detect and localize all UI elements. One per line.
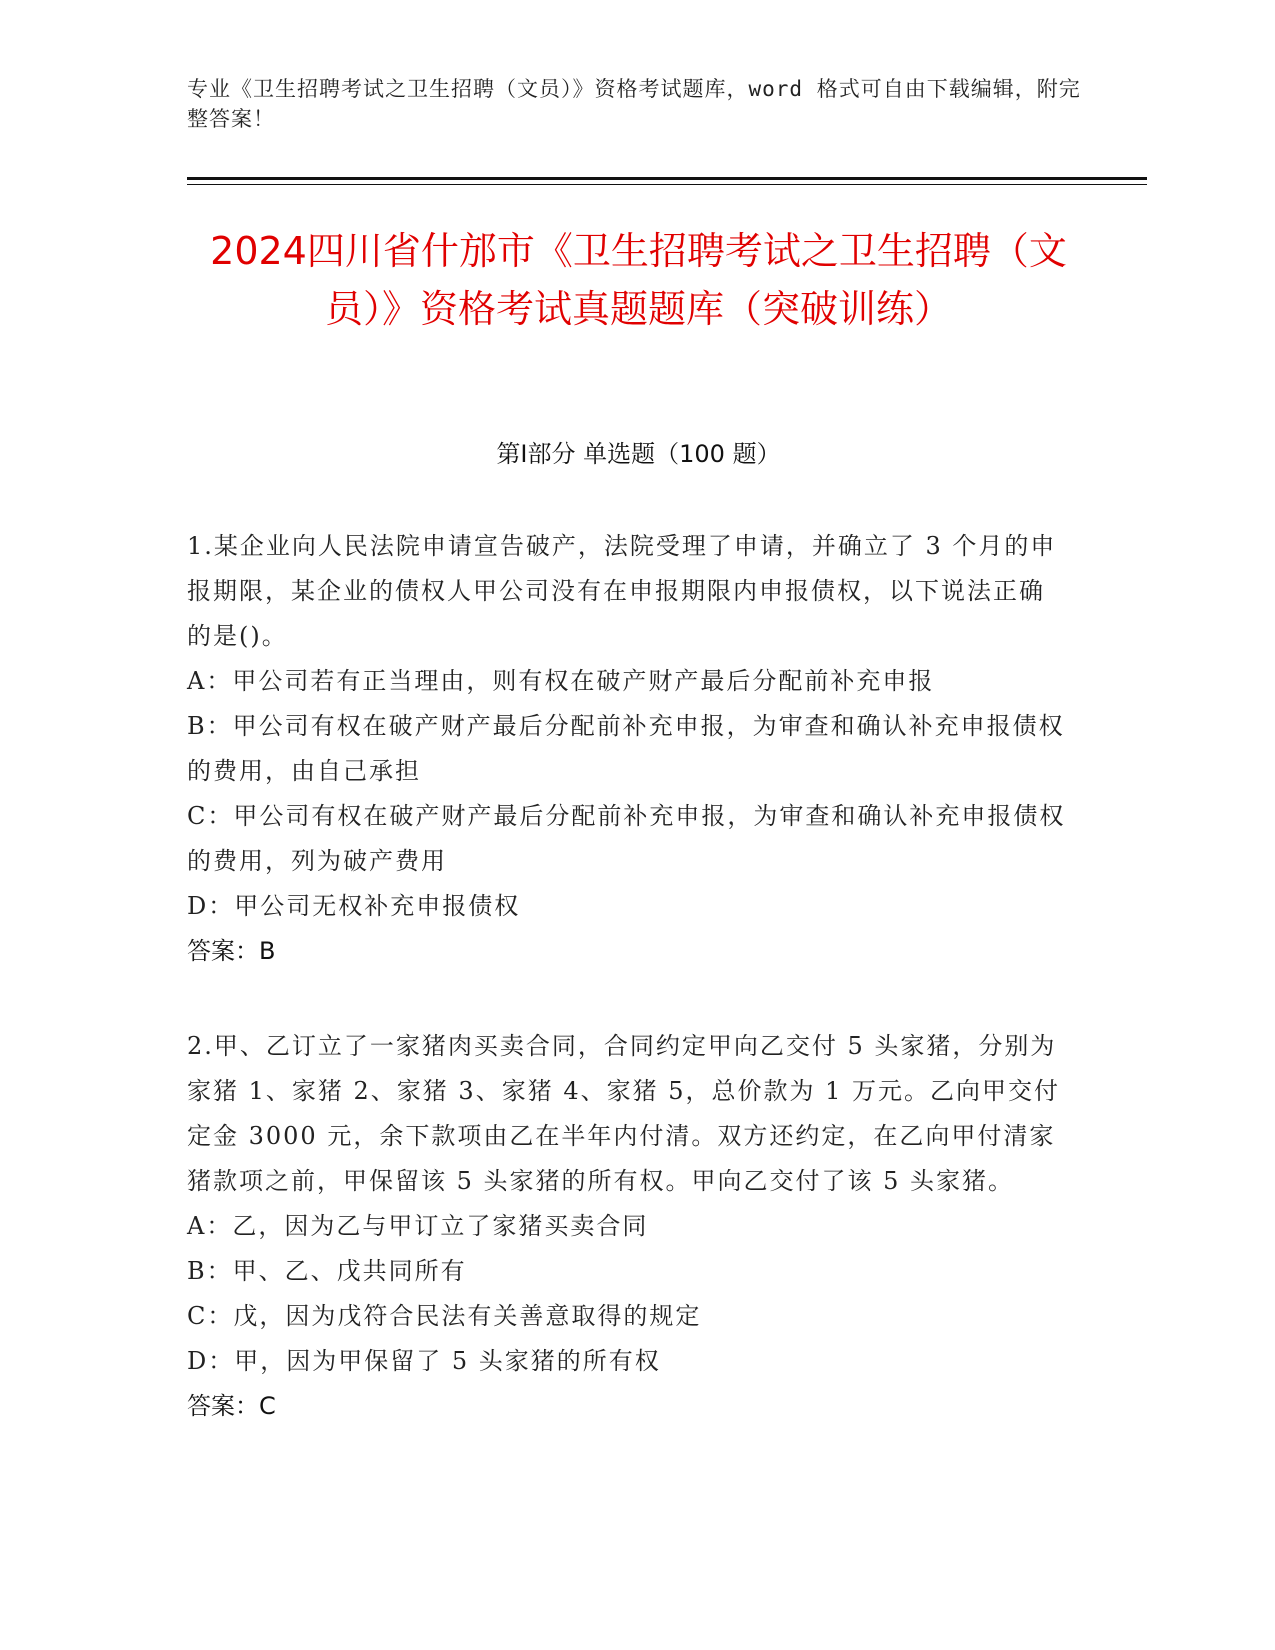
option-b: B：甲、乙、戊共同所有 <box>187 1257 467 1285</box>
option-c: C：甲公司有权在破产财产最后分配前补充申报，为审查和确认补充申报债权的费用，列为破产费用 <box>187 802 1066 875</box>
option-a: A：乙，因为乙与甲订立了家猪买卖合同 <box>187 1212 649 1240</box>
answer: 答案：C <box>187 1392 276 1420</box>
option-b: B：甲公司有权在破产财产最后分配前补充申报，为审查和确认补充申报债权的费用，由自己承担 <box>187 712 1065 785</box>
question-text: 2.甲、乙订立了一家猪肉买卖合同，合同约定甲向乙交付 5 头家猪，分别为家猪 1、家猪 2、家猪 3、家猪 4、家猪 5，总价款为 1 万元。乙向甲交付定金 3000 元，余下款项由乙在半年内付清。双方还约定，在乙向甲付清家猪款项之前，甲保留该 5 头家猪的所有权。甲向乙交付了该 5 头家猪。 <box>187 1032 1061 1195</box>
question-text: 1.某企业向人民法院申请宣告破产，法院受理了申请，并确立了 3 个月的申报期限，某企业的债权人甲公司没有在申报期限内申报债权，以下说法正确的是()。 <box>187 532 1057 650</box>
header-divider-thick <box>187 177 1147 180</box>
document-title: 2024四川省什邡市《卫生招聘考试之卫生招聘（文员）》资格考试真题题库（突破训练） <box>210 229 1067 331</box>
option-d: D：甲公司无权补充申报债权 <box>187 892 521 920</box>
header-note: 专业《卫生招聘考试之卫生招聘（文员）》资格考试题库，word 格式可自由下载编辑，附完整答案！ <box>187 77 1081 131</box>
option-a: A：甲公司若有正当理由，则有权在破产财产最后分配前补充申报 <box>187 667 935 695</box>
option-c: C：戊，因为戊符合民法有关善意取得的规定 <box>187 1302 702 1330</box>
question-2 <box>187 1024 1067 1429</box>
answer: 答案：B <box>187 937 276 965</box>
option-d: D：甲，因为甲保留了 5 头家猪的所有权 <box>187 1347 661 1375</box>
question-1 <box>187 524 1067 974</box>
section-title: 第Ⅰ部分 单选题（100 题） <box>496 440 781 468</box>
header-divider-thin <box>187 184 1147 185</box>
